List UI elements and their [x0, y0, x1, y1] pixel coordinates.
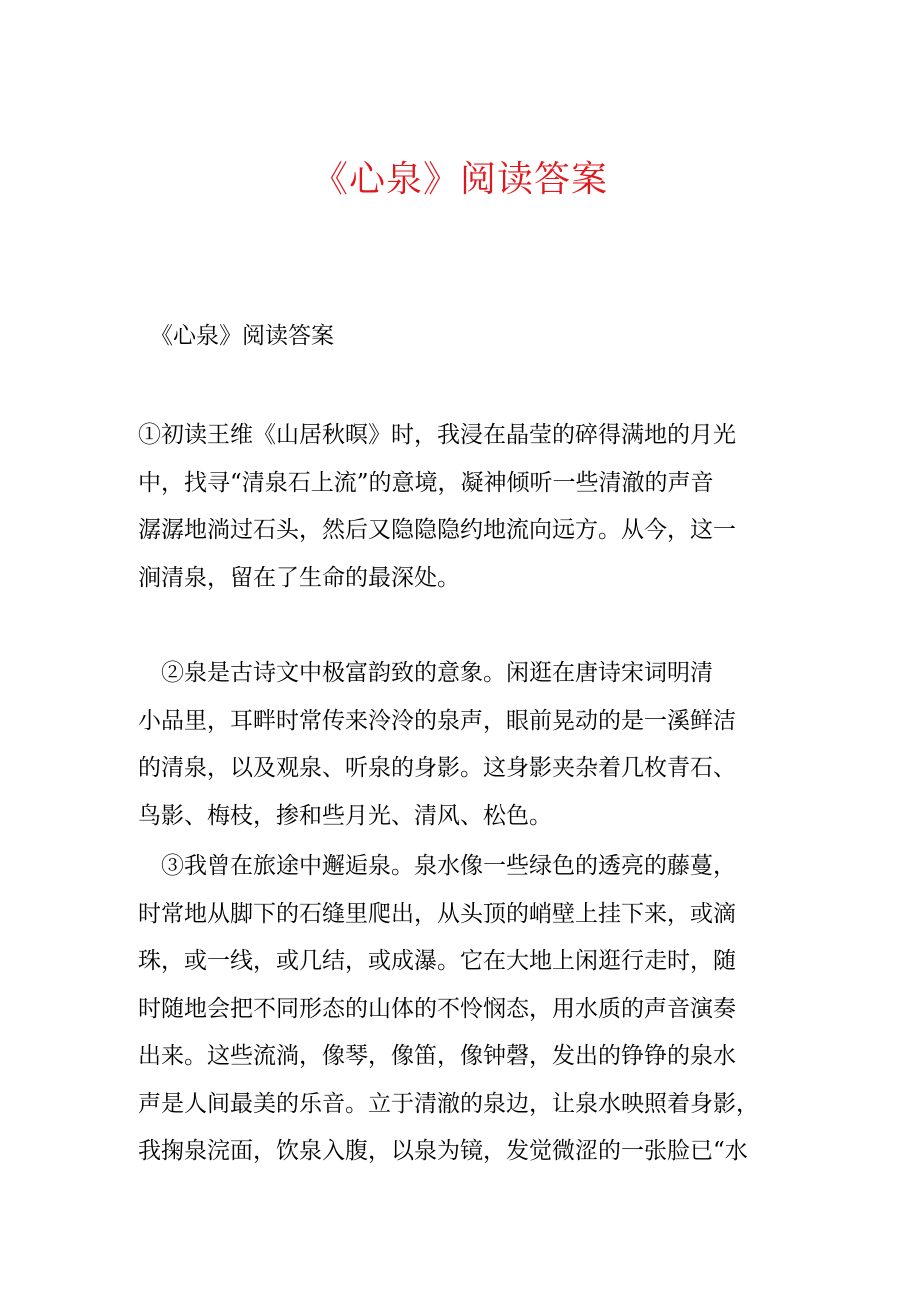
- text-line: 时随地会把不同形态的山体的不怜悯态，用水质的声音演奏: [138, 995, 736, 1022]
- text-line: ③我曾在旅途中邂逅泉。泉水像一些绿色的透亮的藤蔓，: [138, 853, 736, 879]
- text-line: ②泉是古诗文中极富韵致的意象。闲逛在唐诗宋词明清: [138, 660, 713, 686]
- text-line: 小品里，耳畔时常传来泠泠的泉声，眼前晃动的是一溪鲜洁: [138, 707, 736, 734]
- text-line: 涧清泉，留在了生命的最深处。: [138, 564, 460, 591]
- text-line: 潺潺地淌过石头，然后又隐隐隐约地流向远方。从今，这一: [138, 517, 736, 543]
- document-subtitle: 《心泉》阅读答案: [150, 323, 334, 349]
- text-line: 声是人间最美的乐音。立于清澈的泉边，让泉水映照着身影，: [138, 1090, 759, 1117]
- paragraph-2: [138, 650, 798, 840]
- text-line: ①初读王维《山居秋暝》时，我浸在晶莹的碎得满地的月光: [138, 422, 736, 448]
- text-line: 中，找寻“清泉石上流”的意境，凝神倾听一些清澈的声音: [138, 469, 714, 496]
- paragraph-3: [138, 843, 798, 1176]
- text-line: 出来。这些流淌，像琴，像笛，像钟磬，发出的铮铮的泉水: [138, 1043, 736, 1069]
- text-line: 鸟影、梅枝，掺和些月光、清风、松色。: [138, 802, 552, 829]
- text-line: 珠，或一线，或几结，或成瀑。它在大地上闲逛行走时，随: [138, 948, 736, 974]
- text-line: 时常地从脚下的石缝里爬出，从头顶的峭壁上挂下来，或滴: [138, 900, 736, 927]
- text-line: 的清泉，以及观泉、听泉的身影。这身影夹杂着几枚青石、: [138, 755, 736, 781]
- paragraph-1: [138, 412, 798, 602]
- document-title: 《心泉》阅读答案: [311, 159, 608, 200]
- text-line: 我掬泉浣面，饮泉入腹，以泉为镜，发觉微涩的一张脸已“水: [138, 1138, 748, 1164]
